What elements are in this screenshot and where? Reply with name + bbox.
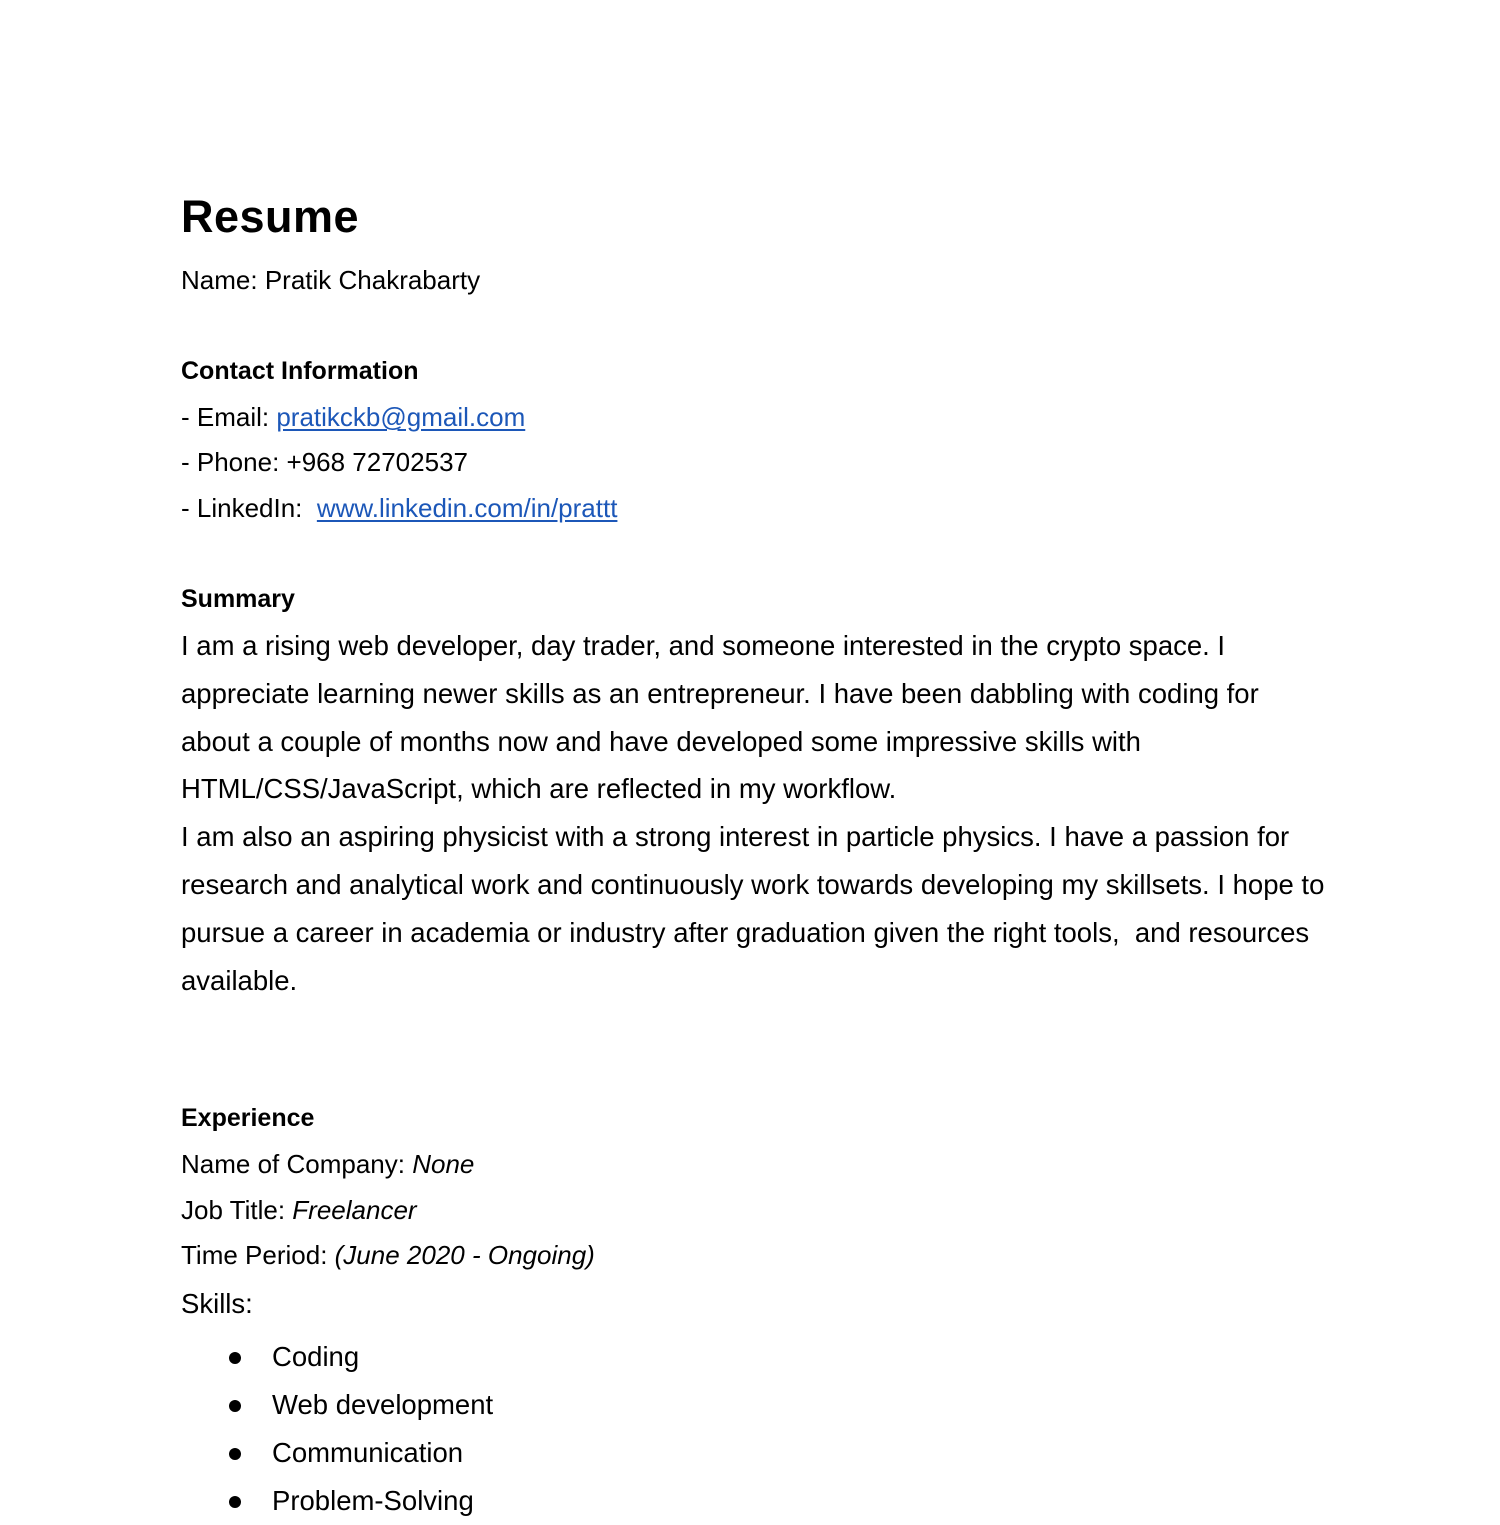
linkedin-line (181, 492, 617, 524)
phone-label: - Phone: (181, 447, 287, 477)
company-value: None (412, 1149, 475, 1179)
skills-label: Skills: (181, 1288, 253, 1319)
company-line (181, 1148, 474, 1180)
email-line (181, 401, 525, 433)
experience-heading: Experience (181, 1104, 315, 1132)
skill-item: Communication (226, 1429, 493, 1477)
bullet-icon (229, 1496, 241, 1508)
name-label: Name: (181, 265, 265, 295)
summary-heading: Summary (181, 585, 295, 613)
company-label: Name of Company: (181, 1149, 413, 1179)
skill-item: Coding (226, 1333, 493, 1381)
summary-paragraph-2: I am also an aspiring physicist with a strong interest in particle physics. I have a passion for research and analytical work and continuously work towards developing my skillsets. I hope to pursue a career in academia or industry after graduation given the right tools, and resources available. (181, 821, 1332, 996)
summary-paragraph-1: I am a rising web developer, day trader, and someone interested in the crypto space. I appreciate learning newer skills as an entrepreneur. I have been dabbling with coding for about a couple of months now and have developed some impressive skills with HTML/CSS/JavaScript, which are reflected in my workflow. (181, 630, 1259, 805)
bullet-icon (229, 1400, 241, 1412)
document-title: Resume (181, 191, 360, 242)
skills-list (226, 1333, 493, 1525)
email-label: - Email: (181, 402, 277, 432)
contact-heading: Contact Information (181, 357, 419, 385)
name-line (181, 264, 480, 296)
time-period-label: Time Period: (181, 1240, 335, 1270)
time-period-line (181, 1239, 595, 1271)
summary-body (181, 622, 1331, 1004)
linkedin-label: - LinkedIn: (181, 493, 317, 523)
job-title-value: Freelancer (292, 1195, 417, 1225)
phone-line (181, 446, 468, 478)
skill-item: Problem-Solving (226, 1477, 493, 1525)
name-value: Pratik Chakrabarty (264, 265, 481, 295)
time-period-value: (June 2020 - Ongoing) (334, 1240, 595, 1270)
phone-value: +968 72702537 (286, 447, 468, 477)
job-title-label: Job Title: (181, 1195, 293, 1225)
skill-item: Web development (226, 1381, 493, 1429)
email-link[interactable]: pratikckb@gmail.com (276, 402, 526, 432)
linkedin-link[interactable]: www.linkedin.com/in/prattt (316, 493, 618, 523)
bullet-icon (229, 1448, 241, 1460)
job-title-line (181, 1194, 417, 1226)
bullet-icon (229, 1352, 241, 1364)
